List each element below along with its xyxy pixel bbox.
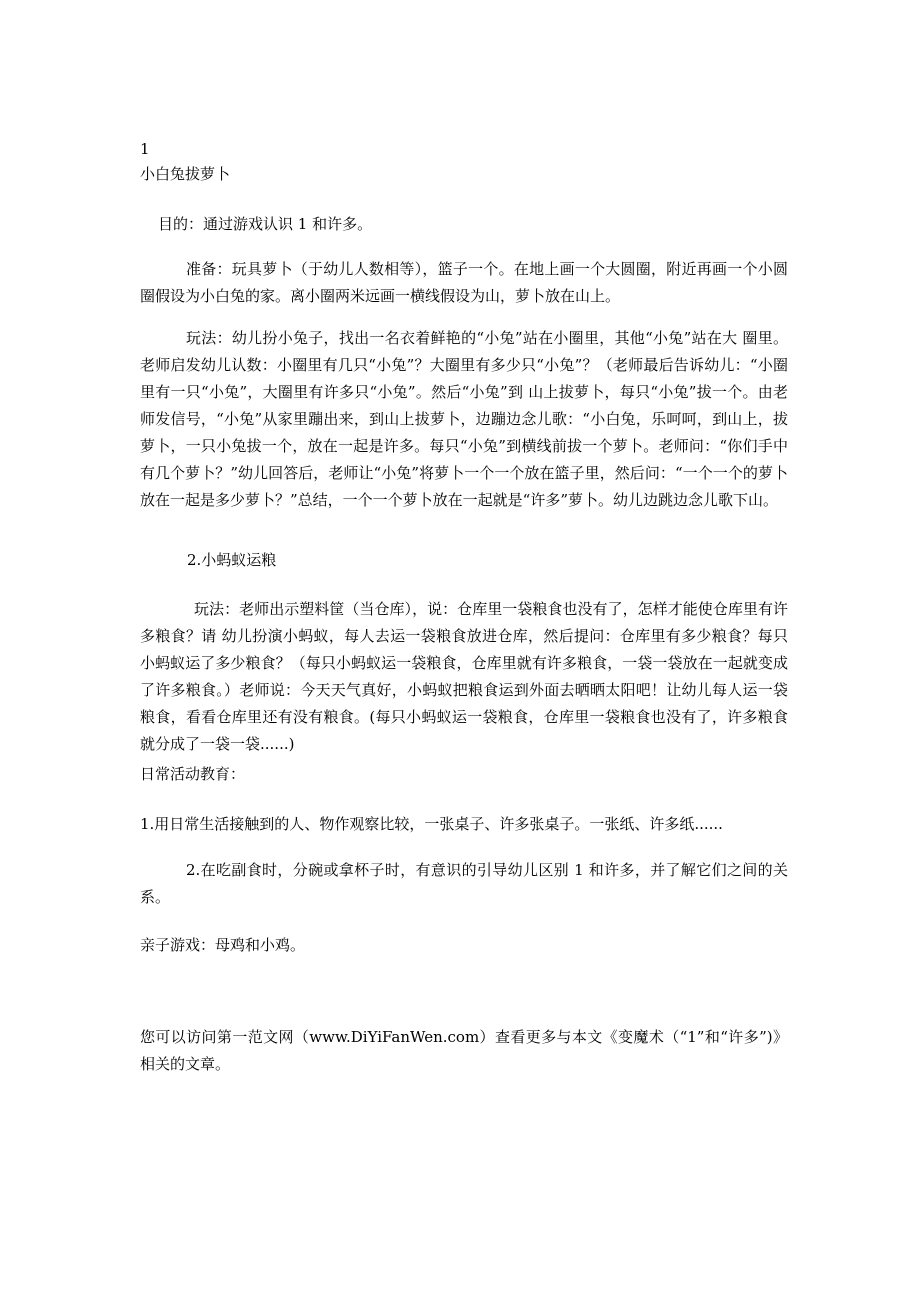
parent-child-game-line: 亲子游戏：母鸡和小鸡。 [140, 936, 306, 954]
page-number: 1 [140, 140, 150, 158]
purpose-line: 目的：通过游戏认识 1 和许多。 [158, 215, 373, 233]
daily-activity-2: 2.在吃副食时，分碗或拿杯子时，有意识的引导幼儿区别 1 和许多，并了解它们之间的关系。 [140, 861, 788, 906]
preparation-paragraph: 准备：玩具萝卜（于幼儿人数相等），篮子一个。在地上画一个大圆圈，附近再画一个小圆圈假设为小白兔的家。离小圈两米远画一横线假设为山，萝卜放在山上。 [140, 260, 788, 305]
game-2-method-paragraph: 玩法：老师出示塑料筐（当仓库），说：仓库里一袋粮食也没有了，怎样才能使仓库里有许多粮食？请 幼儿扮演小蚂蚁，每人去运一袋粮食放进仓库，然后提问：仓库里有多少粮食？每只小蚂蚁运了多少粮食？（每只小蚂蚁运一袋粮食，仓库里就有许多粮食，一袋一袋放在一起就变成了许多粮食。）老师说：今天天气真好，小蚂蚁把粮食运到外面去晒晒太阳吧！让幼儿每人运一袋粮食，看看仓库里还有没有粮食。(每只小蚂蚁运一袋粮食，仓库里一袋粮食也没有了，许多粮食就分成了一袋一袋......) [140, 600, 788, 753]
game-2-heading: 2.小蚂蚁运粮 [187, 551, 277, 569]
daily-activities-heading: 日常活动教育： [140, 765, 246, 783]
daily-activity-1: 1.用日常生活接触到的人、物作观察比较，一张桌子、许多张桌子。一张纸、许多纸...... [140, 815, 723, 833]
document-title: 小白兔拔萝卜 [140, 165, 231, 183]
game-1-method-paragraph: 玩法：幼儿扮小兔子，找出一名衣着鲜艳的“小兔”站在小圈里，其他“小兔”站在大 圈里。老师启发幼儿认数：小圈里有几只“小兔”？大圈里有多少只“小兔”？（老师最后告诉幼儿：“小圈里有一只“小兔”，大圈里有许多只“小兔”。然后“小兔”到 山上拔萝卜，每只“小兔”拔一个。由老师发信号，“小兔”从家里蹦出来，到山上拔萝卜，边蹦边念儿歌：“小白兔，乐呵呵，到山上，拔萝卜，一只小兔拔一个，放在一起是许多。每只“小兔”到横线前拔一个萝卜。老师问：“你们手中有几个萝卜？”幼儿回答后，老师让“小兔”将萝卜一个一个放在篮子里，然后问：“一个一个的萝卜放在一起是多少萝卜？”总结，一个一个萝卜放在一起就是“许多”萝卜。幼儿边跳边念儿歌下山。 [140, 329, 788, 509]
footer-note: 您可以访问第一范文网（www.DiYiFanWen.com）查看更多与本文《变魔术（“1”和“许多”)》相关的文章。 [140, 1028, 788, 1073]
